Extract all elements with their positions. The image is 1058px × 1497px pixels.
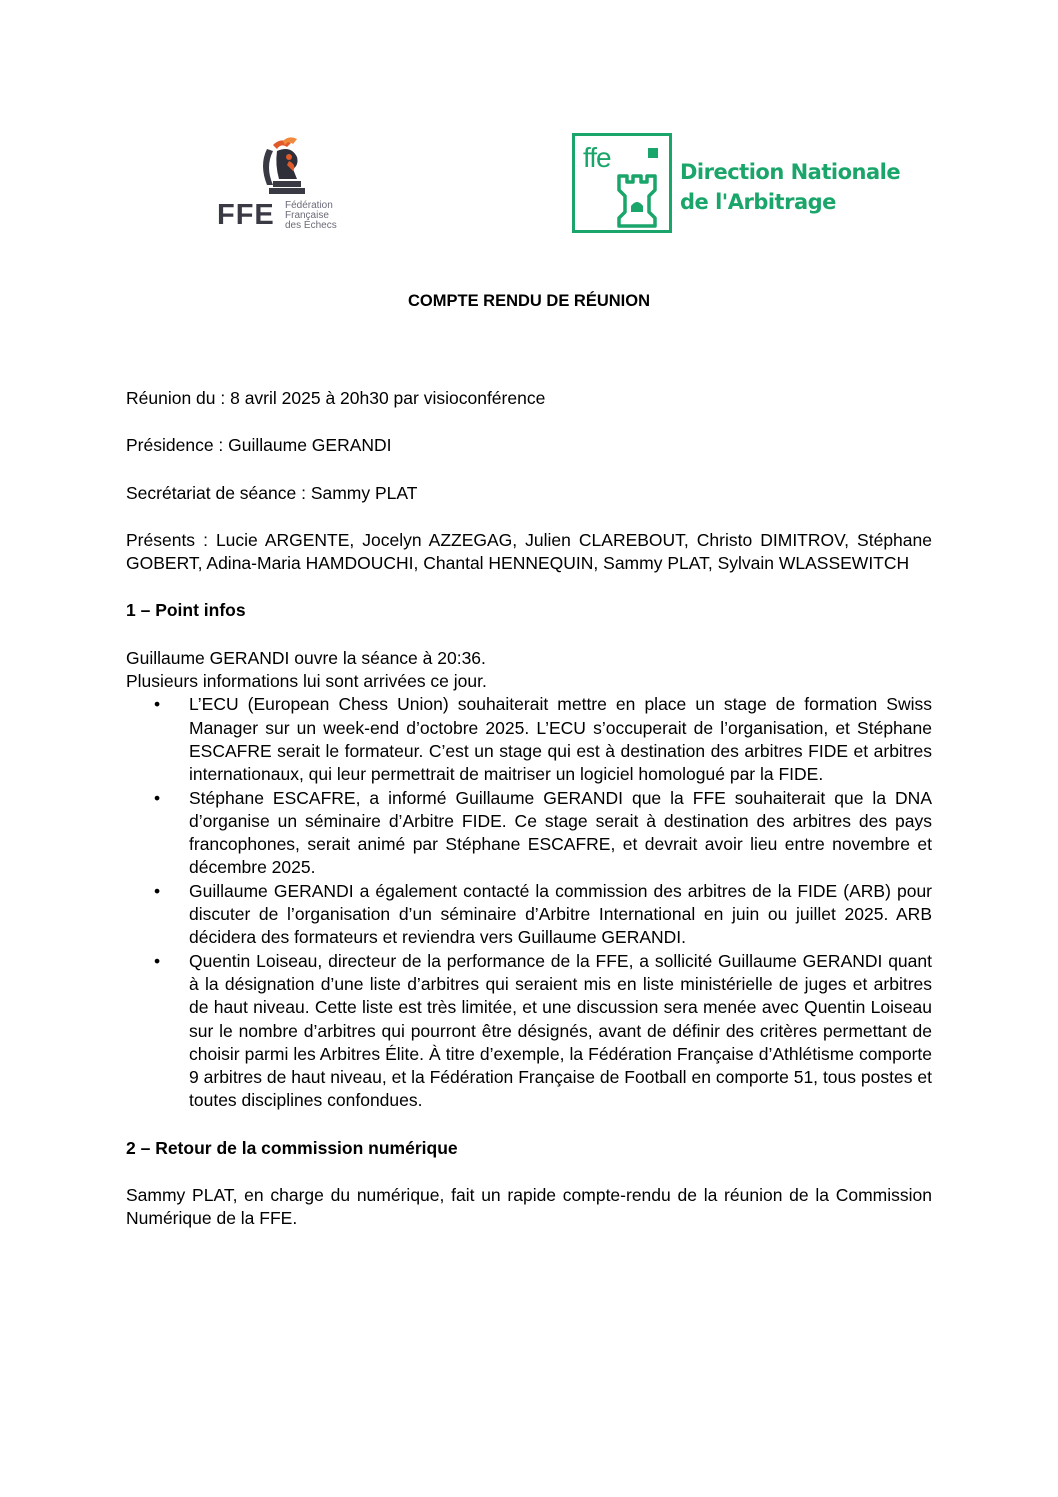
bullet-icon: • [154, 694, 161, 715]
dna-logo-ffe: ffe [583, 142, 611, 173]
ffe-logo [215, 135, 345, 230]
list-item [126, 880, 932, 950]
ffe-logo-letters: FFE [217, 199, 275, 231]
presidence: Présidence : Guillaume GERANDI [126, 435, 392, 456]
list-item-text: L’ECU (European Chess Union) souhaiterait mettre en place un stage de formation Swiss Manager sur un week-end d’octobre 2025. L’ECU s’occuperait de l’organisation, et Stéphane ESCAFRE serait le formateur. C’est un stage qui est à destination des arbitres FIDE et arbitres internationaux, qui leur permettrait de maitriser un logiciel homologué par la FIDE. [189, 694, 932, 785]
list-item [126, 950, 932, 1113]
bullet-icon: • [154, 880, 161, 901]
dna-logo-line-2: de l'Arbitrage [680, 190, 836, 214]
bullet-icon: • [154, 787, 161, 808]
secretariat: Secrétariat de séance : Sammy PLAT [126, 482, 418, 503]
bullet-icon: • [154, 950, 161, 971]
section-1-intro-1: Guillaume GERANDI ouvre la séance à 20:36. [126, 647, 486, 668]
attendees: Présents : Lucie ARGENTE, Jocelyn AZZEGAG, Julien CLAREBOUT, Christo DIMITROV, Stéphane GOBERT, Adina-Maria HAMDOUCHI, Chantal HENNEQUIN, Sammy PLAT, Sylvain WLASSEWITCH [126, 529, 932, 574]
section-1-heading: 1 – Point infos [126, 600, 246, 621]
list-item [126, 787, 932, 880]
document-body [126, 387, 932, 1231]
list-item [126, 693, 932, 786]
ffe-logo-caption [285, 201, 337, 231]
list-item-text: Guillaume GERANDI a également contacté la commission des arbitres de la FIDE (ARB) pour discuter de l’organisation d’un séminaire d’Arbitre International en juin ou juillet 2025. ARB décidera des formateurs et reviendra vers Guillaume GERANDI. [189, 880, 932, 948]
meeting-date: Réunion du : 8 avril 2025 à 20h30 par visioconférence [126, 388, 546, 408]
dna-logo-box [572, 133, 672, 233]
section-2-heading: 2 – Retour de la commission numérique [126, 1137, 458, 1158]
dna-logo-square [648, 148, 658, 158]
dna-logo-line-1: Direction Nationale [680, 160, 901, 184]
list-item-text: Stéphane ESCAFRE, a informé Guillaume GERANDI que la FFE souhaiterait que la DNA d’organise un séminaire d’Arbitre FIDE. Ce stage serait à destination des arbitres des pays francophones, serait animé par Stéphane ESCAFRE, et devrait avoir lieu entre novembre et décembre 2025. [189, 787, 932, 878]
section-2-paragraph: Sammy PLAT, en charge du numérique, fait un rapide compte-rendu de la réunion de la Commission Numérique de la FFE. [126, 1185, 932, 1229]
rook-icon [613, 172, 661, 228]
dna-logo-text [680, 157, 900, 217]
rooster-knight-icon [253, 135, 313, 197]
section-1-list [126, 693, 932, 1112]
ffe-logo-line-2: Française [285, 210, 329, 221]
ffe-logo-line-3: des Échecs [285, 220, 337, 231]
dna-logo [572, 133, 902, 241]
ffe-logo-line-1: Fédération [285, 200, 333, 211]
document-title: COMPTE RENDU DE RÉUNION [407, 292, 650, 310]
list-item-text: Quentin Loiseau, directeur de la performance de la FFE, a sollicité Guillaume GERANDI quant à la désignation d’une liste d’arbitres qui seraient mis en liste ministérielle de juges et arbitres de haut niveau. Cette liste est très limitée, et une discussion sera menée avec Quentin Loiseau sur le nombre d’arbitres qui pourront être désignés, avant de définir des critères permettant de choisir parmi les Arbitres Élite. À titre d’exemple, la Fédération Française d’Athlétisme comporte 9 arbitres de haut niveau, et la Fédération Française de Football en comporte 51, tous postes et toutes disciplines confondues. [189, 950, 932, 1111]
section-1-intro-2: Plusieurs informations lui sont arrivées ce jour. [126, 671, 487, 692]
